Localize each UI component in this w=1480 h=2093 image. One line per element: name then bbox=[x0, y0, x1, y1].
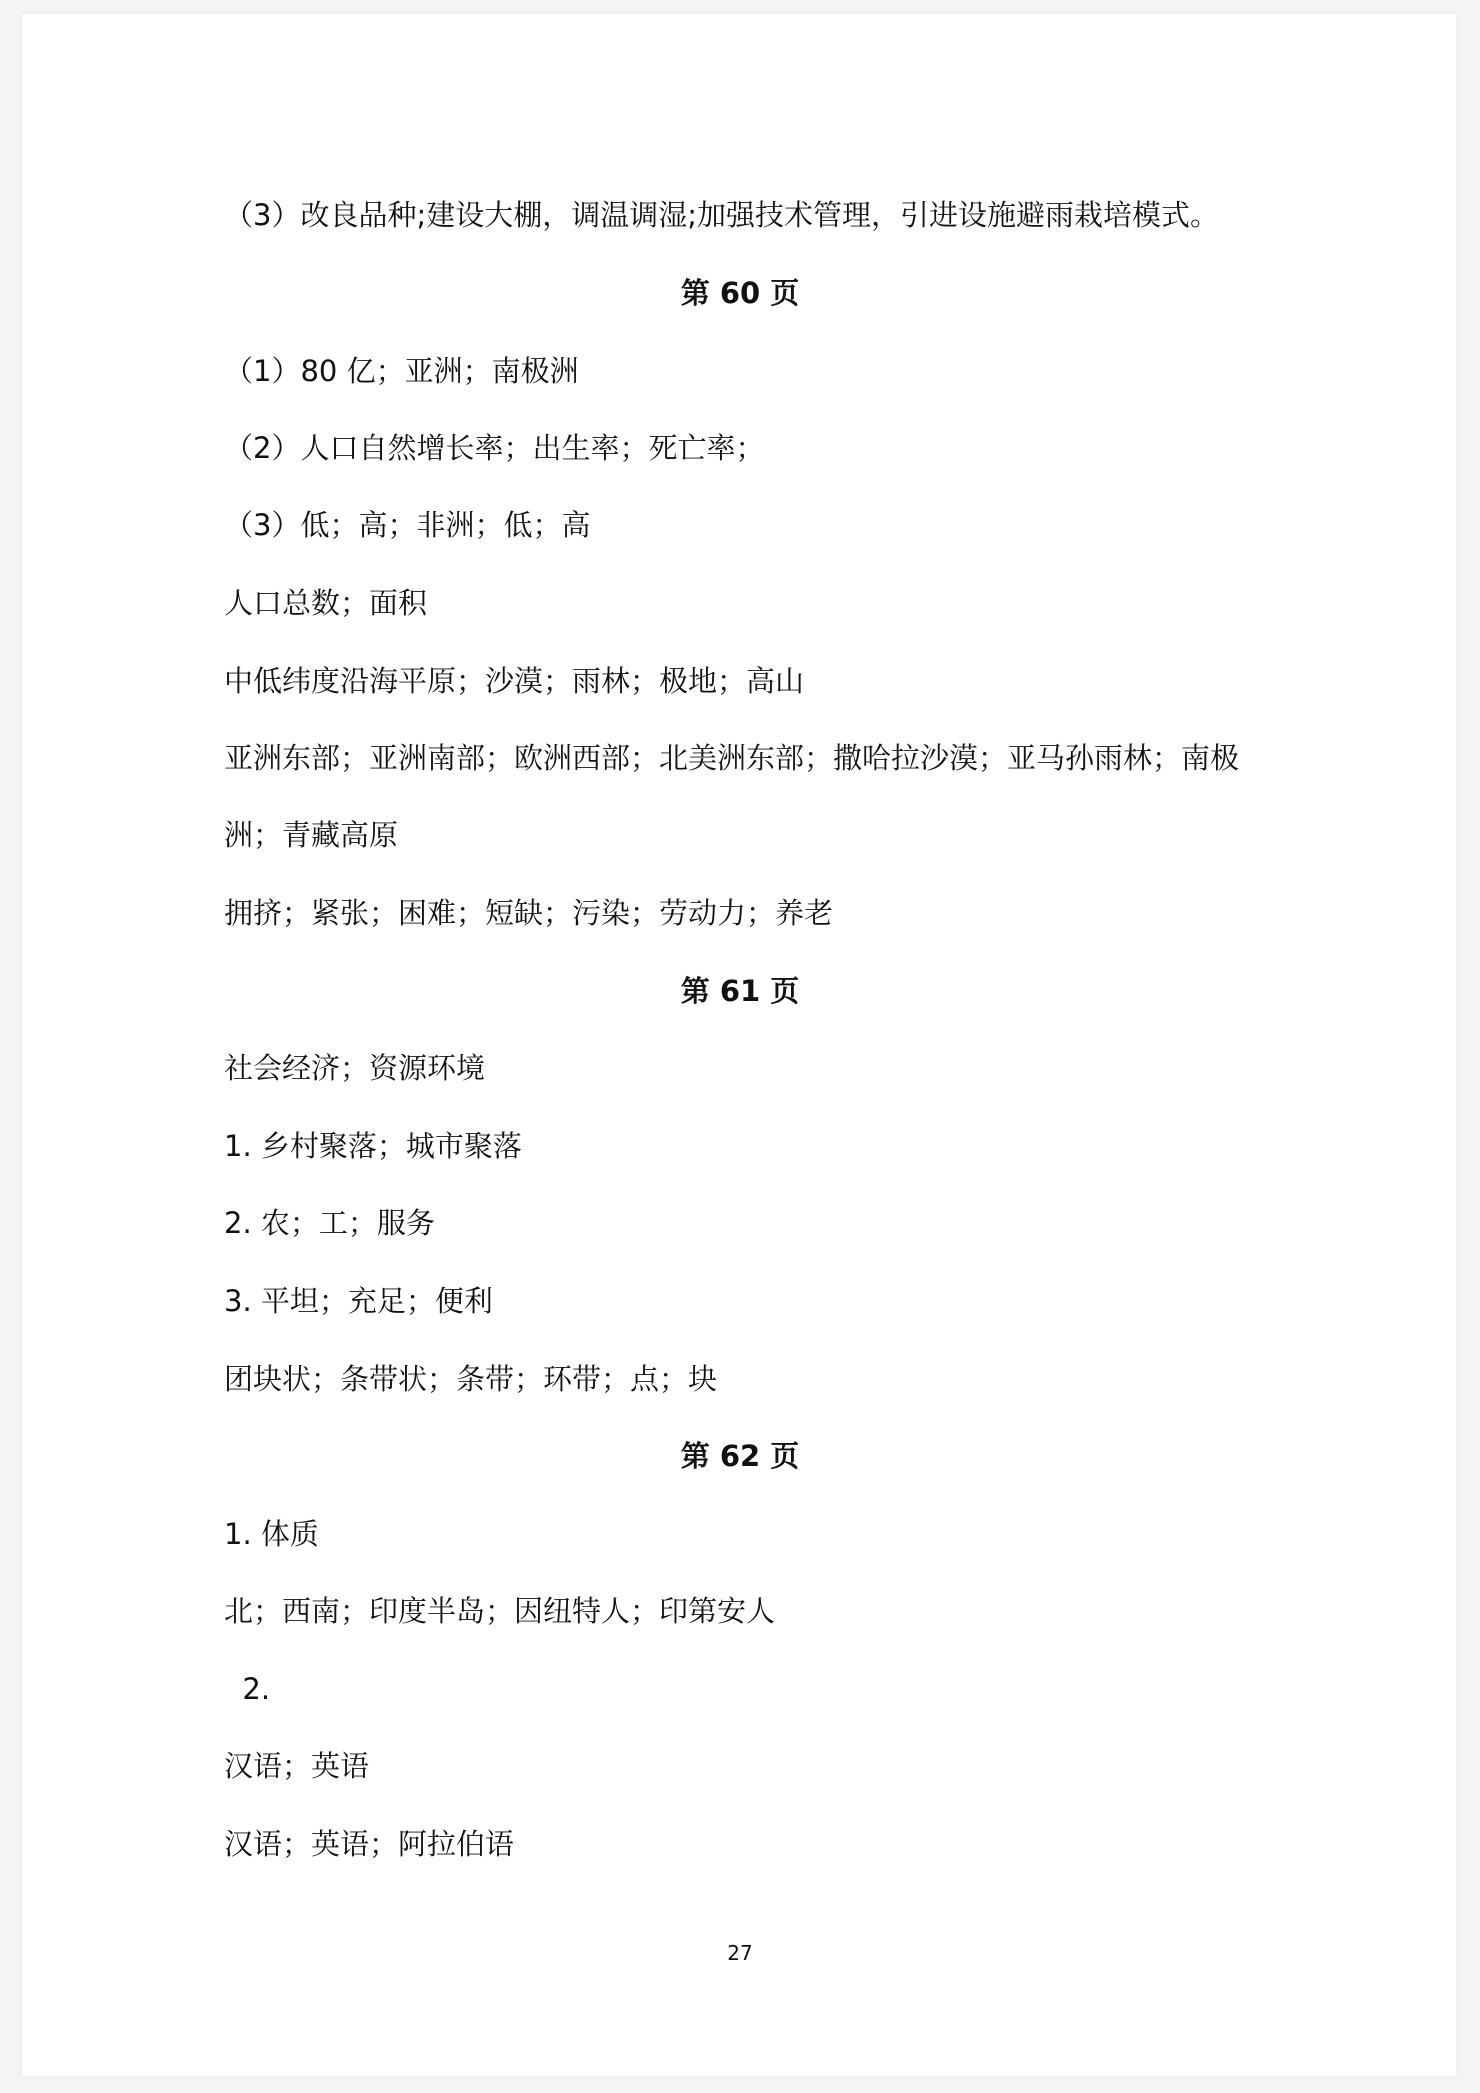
answer-line: 汉语；英语；阿拉伯语 bbox=[224, 1827, 515, 1861]
answer-line: 中低纬度沿海平原；沙漠；雨林；极地；高山 bbox=[224, 664, 805, 698]
answer-line: 2. bbox=[224, 1672, 271, 1706]
answer-line: 1. 乡村聚落；城市聚落 bbox=[224, 1129, 522, 1163]
answer-line: 人口总数；面积 bbox=[224, 586, 428, 620]
answer-line: （3）低；高；非洲；低；高 bbox=[224, 508, 591, 542]
answer-line: 亚洲东部；亚洲南部；欧洲西部；北美洲东部；撒哈拉沙漠；亚马孙雨林；南极 bbox=[224, 741, 1240, 775]
answer-line: 2. 农；工；服务 bbox=[224, 1206, 435, 1240]
answer-line: 汉语；英语 bbox=[224, 1749, 370, 1783]
answer-line: 北；西南；印度半岛；因纽特人；印第安人 bbox=[224, 1594, 776, 1628]
answer-line: （3）改良品种;建设大棚，调温调湿;加强技术管理，引进设施避雨栽培模式。 bbox=[224, 198, 1219, 232]
answer-line: 团块状；条带状；条带；环带；点；块 bbox=[224, 1362, 718, 1396]
answer-line: （1）80 亿；亚洲；南极洲 bbox=[224, 354, 579, 388]
answer-line: 1. 体质 bbox=[224, 1517, 319, 1551]
answer-line: 洲；青藏高原 bbox=[224, 818, 399, 852]
section-heading-page-61: 第 61 页 bbox=[680, 974, 800, 1008]
answer-line: 3. 平坦；充足；便利 bbox=[224, 1284, 493, 1318]
page-number: 27 bbox=[727, 1941, 753, 1965]
answer-line: 社会经济；资源环境 bbox=[224, 1051, 486, 1085]
section-heading-page-62: 第 62 页 bbox=[680, 1439, 800, 1473]
answer-line: （2）人口自然增长率；出生率；死亡率； bbox=[224, 431, 765, 465]
section-heading-page-60: 第 60 页 bbox=[680, 276, 800, 310]
answer-line: 拥挤；紧张；困难；短缺；污染；劳动力；养老 bbox=[224, 896, 834, 930]
